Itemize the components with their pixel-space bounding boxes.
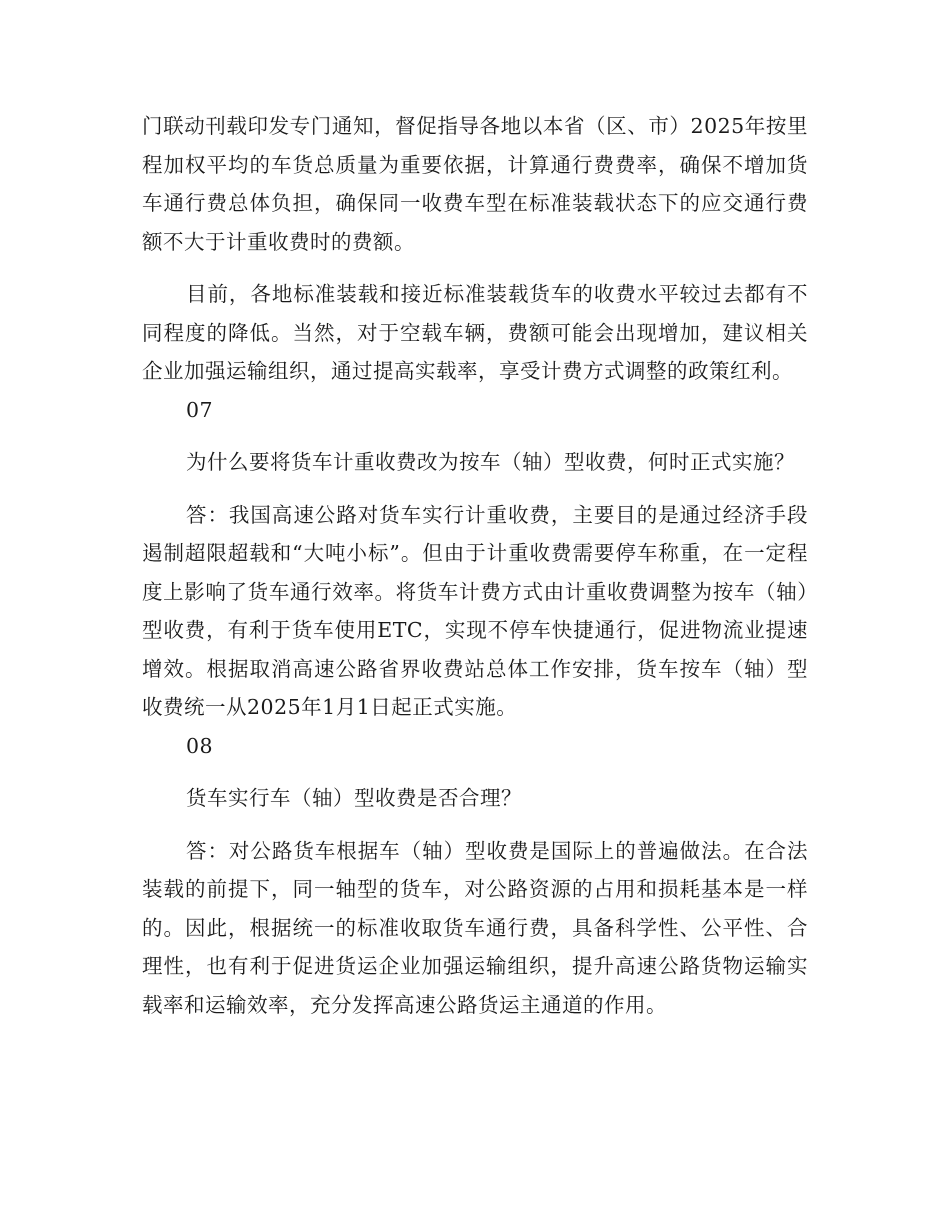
paragraph-current-status: 目前，各地标准装载和接近标准装载货车的收费水平较过去都有不同程度的降低。当然，对于空载车辆，费额可能会出现增加，建议相关企业加强运输组织，通过提高实载率，享受计费方式调整的政策红利。: [142, 282, 808, 383]
question-08: 货车实行车（轴）型收费是否合理？: [186, 786, 522, 810]
section-number-07: 07: [186, 397, 214, 422]
question-07: 为什么要将货车计重收费改为按车（轴）型收费，何时正式实施？: [186, 450, 795, 474]
document-body: [142, 107, 808, 1024]
answer-08: 答：对公路货车根据车（轴）型收费是国际上的普遍做法。在合法装载的前提下，同一轴型的货车，对公路资源的占用和损耗基本是一样的。因此，根据统一的标准收取货车通行费，具备科学性、公平性、合理性，也有利于促进货运企业加强运输组织，提升高速公路货物运输实载率和运输效率，充分发挥高速公路货运主通道的作用。: [142, 838, 808, 1017]
answer-07: 答：我国高速公路对货车实行计重收费，主要目的是通过经济手段遏制超限超载和“大吨小标”。但由于计重收费需要停车称重，在一定程度上影响了货车通行效率。将货车计费方式由计重收费调整为按车（轴）型收费，有利于货车使用ETC，实现不停车快捷通行，促进物流业提速增效。根据取消高速公路省界收费站总体工作安排，货车按车（轴）型收费统一从2025年1月1日起正式实施。: [142, 502, 808, 719]
section-number-08: 08: [186, 733, 214, 758]
paragraph-continued: 门联动刊载印发专门通知，督促指导各地以本省（区、市）2025年按里程加权平均的车货总质量为重要依据，计算通行费费率，确保不增加货车通行费总体负担，确保同一收费车型在标准装载状态下的应交通行费额不大于计重收费时的费额。: [142, 114, 808, 254]
